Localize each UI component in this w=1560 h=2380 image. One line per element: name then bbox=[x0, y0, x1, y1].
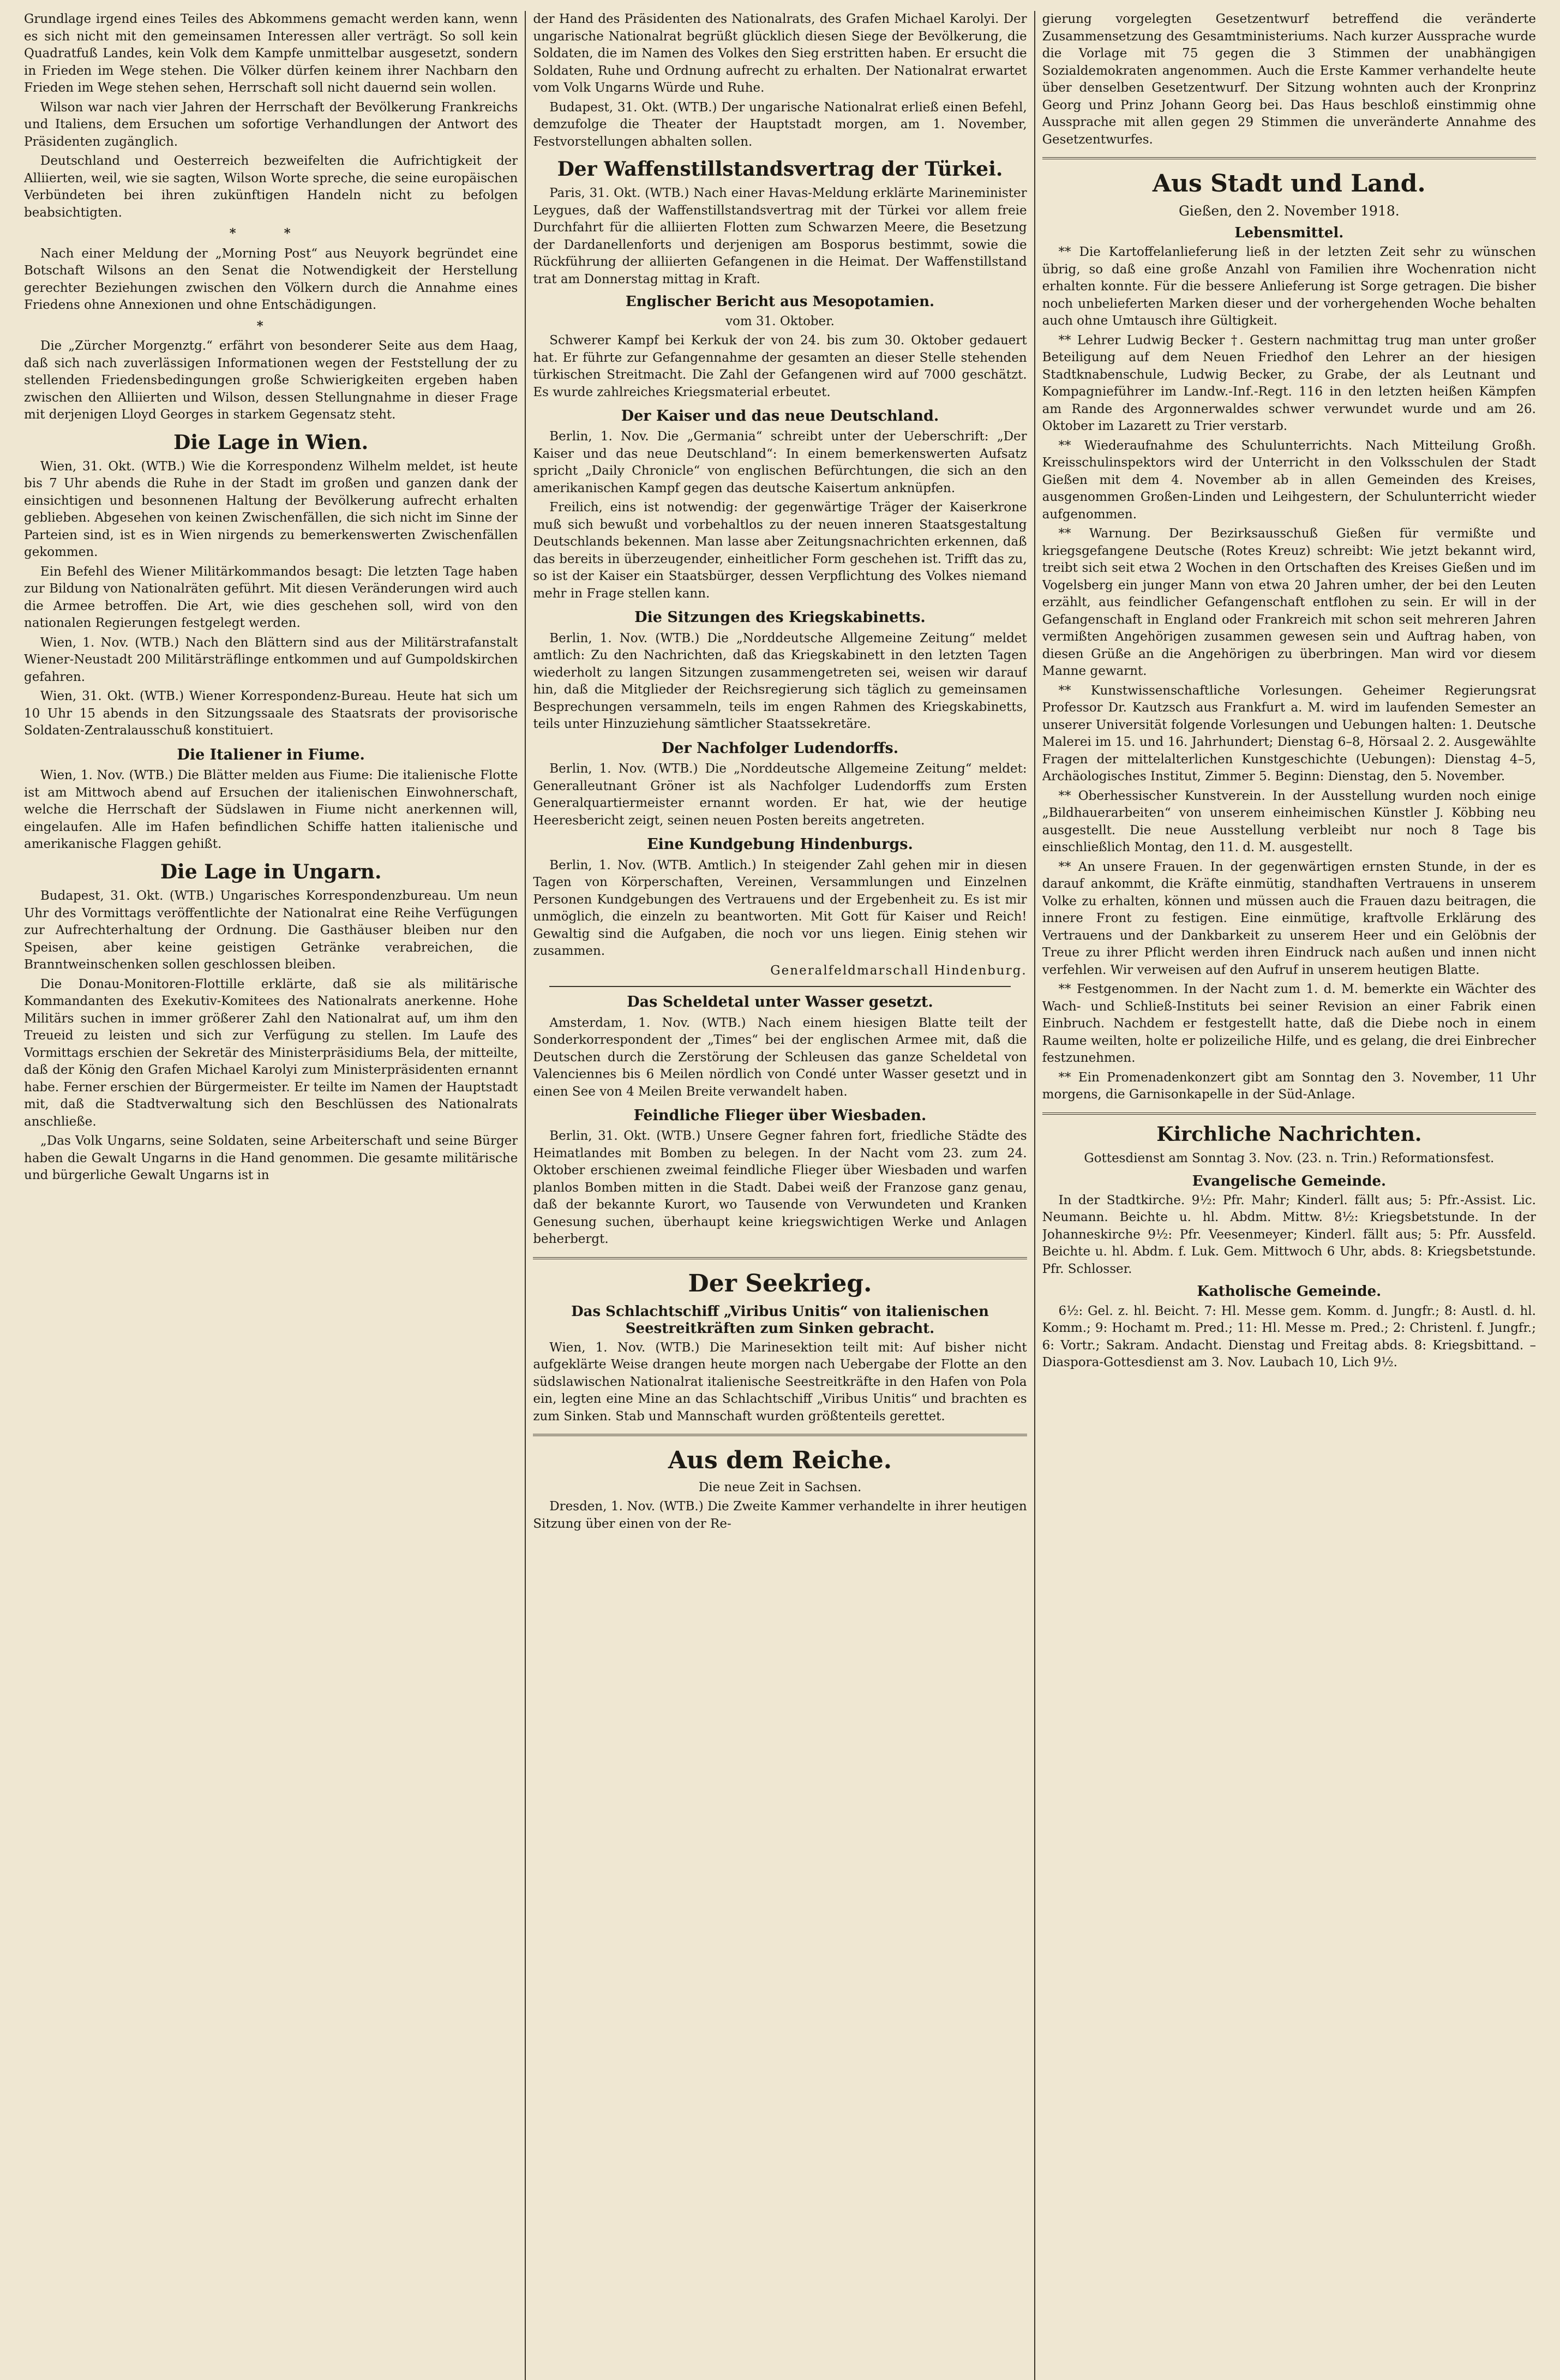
headline-hindenburg: Eine Kundgebung Hindenburgs. bbox=[647, 836, 913, 853]
article-paragraph: gierung vorgelegten Gesetzentwurf betreffend die veränderte Zusammensetzung des Gesamtministeriums. Nach kurzer Aussprache wurde die Vorlage mit 75 gegen die 3 Stimmen der unabhängigen Sozialdemokraten angenommen. Auch die Erste Kammer verhandelte heute über denselben Gesetzentwurf. Der Sitzung wohnten auch der Kronprinz Georg und Prinz Johann Georg bei. Das Haus beschloß einstimmig ohne Aussprache mit allen gegen 29 Stimmen die unveränderte Annahme des Gesetzentwurfes. bbox=[1042, 12, 1536, 147]
article-paragraph: In der Stadtkirche. 9½: Pfr. Mahr; Kinderl. fällt aus; 5: Pfr.-Assist. Lic. Neumann. Beichte u. hl. Abdm. Mittw. 8½: Kriegsbetstunde. In der Johanneskirche 9½: Pfr. Veesenmeyer; Kinderl. fällt aus; 5: Pfr. Aussfeld. Beichte u. hl. Abdm. f. Luk. Gem. Mittwoch 6 Uhr, abds. 8: Kriegsbetstunde. Pfr. Schlosser. bbox=[1042, 1193, 1536, 1276]
divider bbox=[549, 986, 1010, 987]
headline-italiener-fiume: Die Italiener in Fiume. bbox=[177, 746, 365, 763]
article-paragraph: ** Warnung. Der Bezirksausschuß Gießen für vermißte und kriegsgefangene Deutsche (Rotes Kreuz) schreibt: Wie jetzt bekannt wird, treibt sich seit etwa 2 Wochen in den Ortschaften des Kreises Gießen und im Vogelsberg ein junger Mann von etwa 20 Jahren umher, der bei den Leuten erzählt, aus feindlicher Gefangenschaft entflohen zu sein. Er will in der Gefangenschaft in England oder Frankreich mit schon seit mehreren Jahren vermißten Angehörigen zusammen gewesen sein und Auftrag haben, von diesen Grüße an die Angehörigen zu überbringen. Man wird vor diesem Manne gewarnt. bbox=[1042, 527, 1536, 679]
headline-kirchliche-nachrichten: Kirchliche Nachrichten. bbox=[1156, 1122, 1422, 1146]
headline-waffenstillstand-tuerkei: Der Waffenstillstandsvertrag der Türkei. bbox=[557, 158, 1003, 181]
article-paragraph: „Das Volk Ungarns, seine Soldaten, seine Arbeiterschaft und seine Bürger haben die Gewalt Ungarns in die Hand genommen. Die gesamte militärische und bürgerliche Gewalt Ungarns ist in bbox=[24, 1134, 518, 1183]
article-paragraph: Wien, 1. Nov. (WTB.) Die Marinesektion teilt mit: Auf bisher nicht aufgeklärte Weise drangen heute morgen nach Uebergabe der Flotte an den südslawischen Nationalrat italienische Seestreitkräfte in den Hafen von Pola ein, legten eine Mine an das Schlachtschiff „Viribus Unitis“ und brachten es zum Sinken. Stab und Mannschaft wurden größtenteils gerettet. bbox=[533, 1340, 1027, 1424]
divider bbox=[533, 1434, 1027, 1436]
headline-seekrieg: Der Seekrieg. bbox=[688, 1269, 872, 1297]
column-3 bbox=[1042, 11, 1536, 2380]
section-stars: * * bbox=[229, 226, 313, 241]
article-paragraph: Ein Befehl des Wiener Militärkommandos besagt: Die letzten Tage haben zur Bildung von Nationalräten geführt. Mit diesen Veränderungen wird auch die Armee betroffen. Die Art, wie dies geschehen soll, wird von den nationalen Regierungen festgelegt werden. bbox=[24, 564, 518, 631]
column-rule bbox=[1034, 11, 1035, 2380]
article-paragraph: ** Wiederaufnahme des Schulunterrichts. Nach Mitteilung Großh. Kreisschulinspektors wird der Unterricht in den Volksschulen der Stadt Gießen mit dem 4. November ab in allen Gemeinden des Kreises, ausgenommen Großen-Linden und Leihgestern, der Schulunterricht wieder aufgenommen. bbox=[1042, 438, 1536, 522]
headline-ludendorff: Der Nachfolger Ludendorffs. bbox=[661, 739, 899, 757]
headline-lage-ungarn: Die Lage in Ungarn. bbox=[160, 860, 382, 883]
article-paragraph: ** Die Kartoffelanlieferung ließ in der letzten Zeit sehr zu wünschen übrig, so daß eine große Anzahl von Familien ihre Wochenration nicht erhalten konnte. Für die bessere Anlieferung ist Sorge getragen. Die bisher noch unbelieferten Marken dieser und der vorhergehenden Woche behalten auch ohne Umtausch ihre Gültigkeit. bbox=[1042, 245, 1536, 328]
signature-hindenburg: Generalfeldmarschall Hindenburg. bbox=[770, 963, 1027, 978]
article-paragraph: ** An unsere Frauen. In der gegenwärtigen ernsten Stunde, in der es darauf ankommt, die Kräfte einmütig, standhaften Vertrauens in unserem Volke zu erhalten, können und müssen auch die Frauen dazu beitragen, die innere Front zu festigen. Eine einmütige, kraftvolle Erklärung des Vertrauens und der Dankbarkeit zu unserem Heer und ein Gelöbnis der Treue zu ihrer Pflicht werden ihren Eindruck nach außen und innen nicht verfehlen. Wir verweisen auf den Aufruf in unserem heutigen Blatte. bbox=[1042, 859, 1536, 977]
headline-katholische-gemeinde: Katholische Gemeinde. bbox=[1197, 1283, 1382, 1300]
headline-viribus-unitis: Das Schlachtschiff „Viribus Unitis“ von italienischen Seestreitkräften zum Sinken gebracht. bbox=[571, 1303, 989, 1337]
article-paragraph: Wien, 31. Okt. (WTB.) Wie die Korrespondenz Wilhelm meldet, ist heute bis 7 Uhr abends die Ruhe in der Stadt im großen und ganzen dank der einsichtigen und besonnenen Haltung der Bevölkerung aufrecht erhalten geblieben. Abgesehen von keinen Zwischenfällen, die sich nicht im Sinne der Parteien sind, ist es in Wien nirgends zu bemerkenswerten Zwischenfällen gekommen. bbox=[24, 459, 518, 560]
article-paragraph: ** Kunstwissenschaftliche Vorlesungen. Geheimer Regierungsrat Professor Dr. Kautzsch aus Frankfurt a. M. wird im laufenden Semester an unserer Universität folgende Vorlesungen und Uebungen halten: 1. Deutsche Malerei im 15. und 16. Jahrhundert; Dienstag 6–8, Hörsaal 2. 2. Ausgewählte Fragen der mittelalterlichen Kunstgeschichte (Uebungen): Dienstag 4–5, Archäologisches Institut, Zimmer 5. Beginn: Dienstag, den 5. November. bbox=[1042, 683, 1536, 784]
subheadline: vom 31. Oktober. bbox=[725, 314, 835, 328]
article-paragraph: Die „Zürcher Morgenztg.“ erfährt von besonderer Seite aus dem Haag, daß sich nach zuverlässigen Informationen wegen der Feststellung der zu stellenden Friedensbedingungen große Schwierigkeiten ergeben haben zwischen den Alliierten und Wilson, dessen Stellungnahme in dieser Frage mit derjenigen Lloyd Georges in starkem Gegensatz steht. bbox=[24, 339, 518, 422]
subheadline: Die neue Zeit in Sachsen. bbox=[698, 1480, 862, 1494]
headline-evangelische-gemeinde: Evangelische Gemeinde. bbox=[1192, 1173, 1387, 1189]
article-paragraph: Berlin, 1. Nov. (WTB. Amtlich.) In steigender Zahl gehen mir in diesen Tagen von Körperschaften, Vereinen, Versammlungen und Einzelnen Personen Kundgebungen des Vertrauens und der Ergebenheit zu. Es ist mir unmöglich, die einzeln zu beantworten. Mit Gott für Kaiser und Reich! Gewaltig sind die Aufgaben, die noch vor uns liegen. Einig stehen wir zusammen. bbox=[533, 858, 1027, 959]
column-2 bbox=[533, 11, 1027, 2380]
headline-kaiser-deutschland: Der Kaiser und das neue Deutschland. bbox=[621, 408, 939, 425]
article-paragraph: Amsterdam, 1. Nov. (WTB.) Nach einem hiesigen Blatte teilt der Sonderkorrespondent der „Times“ bei der englischen Armee mit, daß die Deutschen durch die Zerstörung der Schleusen das ganze Scheldetal von Valenciennes bis 6 Meilen nördlich von Condé unter Wasser gesetzt und in einen See von 4 Meilen Breite verwandelt haben. bbox=[533, 1015, 1027, 1099]
article-paragraph: Berlin, 31. Okt. (WTB.) Unsere Gegner fahren fort, friedliche Städte des Heimatlandes mit Bomben zu belegen. In der Nacht vom 23. zum 24. Oktober erschienen zweimal feindliche Flieger über Wiesbaden und warfen planlos Bomben mitten in die Stadt. Dabei weiß der Franzose ganz genau, daß der bekannte Kurort, wo Tausende von Verwundeten und Kranken Genesung suchen, überhaupt keine kriegswichtigen Werke und Anlagen beherbergt. bbox=[533, 1129, 1027, 1247]
article-paragraph: Wien, 1. Nov. (WTB.) Die Blätter melden aus Fiume: Die italienische Flotte ist am Mittwoch abend auf Ersuchen der italienischen Einwohnerschaft, welche die Herrschaft der Südslawen in Fiume nicht anerkennen will, eingelaufen. Alle im Hafen befindlichen Schiffe hatten italienische und amerikanische Flaggen gehißt. bbox=[24, 768, 518, 852]
headline-flieger-wiesbaden: Feindliche Flieger über Wiesbaden. bbox=[633, 1107, 927, 1125]
article-paragraph: Budapest, 31. Okt. (WTB.) Ungarisches Korrespondenzbureau. Um neun Uhr des Vormittags veröffentlichte der Nationalrat eine Reihe Verfügungen zur Aufrechterhaltung der Ordnung. Die Gasthäuser bleiben nur den Speisen, aber keine geistigen Getränke verabreichen, die Branntweinschenken sollen geschlossen bleiben. bbox=[24, 889, 518, 972]
headline-scheldetal: Das Scheldetal unter Wasser gesetzt. bbox=[627, 994, 933, 1011]
article-paragraph: ** Lehrer Ludwig Becker †. Gestern nachmittag trug man unter großer Beteiligung auf dem Neuen Friedhof den Lehrer an der hiesigen Stadtknabenschule, Ludwig Becker, zu Grabe, der als Leutnant und Kompagnieführer im Landw.-Inf.-Regt. 116 in den letzten heißen Kämpfen am Rande des Argonnerwaldes schwer verwundet wurde und am 26. Oktober im Lazarett zu Trier verstarb. bbox=[1042, 333, 1536, 434]
article-paragraph: Schwerer Kampf bei Kerkuk der von 24. bis zum 30. Oktober gedauert hat. Er führte zur Gefangennahme der gesamten an dieser Stelle stehenden türkischen Streitmacht. Die Zahl der Gefangenen wird auf 7000 geschätzt. Es wurde zahlreiches Kriegsmaterial erbeutet. bbox=[533, 333, 1027, 399]
headline-mesopotamien: Englischer Bericht aus Mesopotamien. bbox=[625, 294, 935, 310]
dateline: Gießen, den 2. November 1918. bbox=[1178, 202, 1400, 219]
article-paragraph: der Hand des Präsidenten des Nationalrats, des Grafen Michael Karolyi. Der ungarische Nationalrat begrüßt glücklich diesen Siege der Bevölkerung, die Soldaten, die im Namen des Volkes den Sieg erstritten haben. Er ersucht die Soldaten, Ruhe und Ordnung aufrecht zu erhalten. Der Nationalrat erwartet vom Volk Ungarns Würde und Ruhe. bbox=[533, 12, 1027, 95]
article-paragraph: ** Oberhessischer Kunstverein. In der Ausstellung wurden noch einige „Bildhauerarbeiten“ von unserem einheimischen Künstler J. Köbbing neu ausgestellt. Die neue Ausstellung verbleibt nur noch 8 Tage bis einschließlich Montag, den 11. d. M. ausgestellt. bbox=[1042, 788, 1536, 855]
article-paragraph: Grundlage irgend eines Teiles des Abkommens gemacht werden kann, wenn es sich nicht mit den gemeinsamen Interessen aller verträgt. So soll kein Quadratfuß Landes, kein Volk dem Kampfe unmittelbar ausgesetzt, sondern in Frieden im Wege stehen. Die Völker dürfen keinem ihrer Nachbarn den Frieden im Wege stehen sehen, Herrschaft soll nicht dauernd sein wollen. bbox=[24, 12, 518, 95]
headline-aus-stadt-und-land: Aus Stadt und Land. bbox=[1152, 170, 1426, 198]
divider bbox=[1042, 1113, 1536, 1115]
article-paragraph: Wien, 1. Nov. (WTB.) Nach den Blättern sind aus der Militärstrafanstalt Wiener-Neustadt 200 Militärsträflinge entkommen und auf Gumpoldskirchen gefahren. bbox=[24, 635, 518, 684]
article-paragraph: 6½: Gel. z. hl. Beicht. 7: Hl. Messe gem. Komm. d. Jungfr.; 8: Austl. d. hl. Komm.; 9: Hochamt m. Pred.; 11: Hl. Messe m. Pred.; 2: Christenl. f. Jungfr.; 6: Vortr.; Sakram. Andacht. Dienstag und Freitag abds. 8: Kriegsbittand. – Diaspora-Gottesdienst am 3. Nov. Laubach 10, Lich 9½. bbox=[1042, 1303, 1536, 1370]
article-paragraph: Paris, 31. Okt. (WTB.) Nach einer Havas-Meldung erklärte Marineminister Leygues, daß der Waffenstillstandsvertrag mit der Türkei vor allem freie Durchfahrt für die alliierten Flotten zum Schwarzen Meere, die Besetzung der Dardanellenforts und derjenigen am Bosporus bestimmt, sowie die Rückführung der alliierten Gefangenen in die Heimat. Der Waffenstillstand trat am Donnerstag mittag in Kraft. bbox=[533, 186, 1027, 286]
headline-aus-dem-reiche: Aus dem Reiche. bbox=[668, 1446, 892, 1475]
column-1 bbox=[24, 11, 518, 2380]
section-stars: * bbox=[256, 318, 285, 333]
column-rule bbox=[525, 11, 526, 2380]
article-paragraph: Berlin, 1. Nov. (WTB.) Die „Norddeutsche Allgemeine Zeitung“ meldet: Generalleutnant Gröner ist als Nachfolger Ludendorffs zum Ersten Generalquartiermeister ernannt worden. Er hat, wie der heutige Heeresbericht zeigt, seinen neuen Posten bereits angetreten. bbox=[533, 762, 1027, 828]
article-paragraph: Wien, 31. Okt. (WTB.) Wiener Korrespondenz-Bureau. Heute hat sich um 10 Uhr 15 abends in den Sitzungssaale des Staatsrats der provisorische Soldaten-Zentralausschuß konstituiert. bbox=[24, 689, 518, 738]
article-paragraph: ** Festgenommen. In der Nacht zum 1. d. M. bemerkte ein Wächter des Wach- und Schließ-Instituts bei seiner Revision an einer Fabrik einen Einbruch. Nachdem er festgestellt hatte, daß die Diebe noch in einem Raume weilten, holte er polizeiliche Hilfe, und es gelang, die drei Einbrecher festzunehmen. bbox=[1042, 982, 1536, 1066]
article-paragraph: ** Ein Promenadenkonzert gibt am Sonntag den 3. November, 11 Uhr morgens, die Garnisonkapelle in der Süd-Anlage. bbox=[1042, 1070, 1536, 1102]
article-paragraph: Wilson war nach vier Jahren der Herrschaft der Bevölkerung Frankreichs und Italiens, dem Ersuchen um sofortige Verhandlungen der Antwort des Präsidenten zugänglich. bbox=[24, 100, 518, 149]
headline-kriegskabinett: Die Sitzungen des Kriegskabinetts. bbox=[634, 609, 926, 626]
article-paragraph: Nach einer Meldung der „Morning Post“ aus Neuyork begründet eine Botschaft Wilsons an den Senat die Notwendigkeit der Herstellung gerechter Beziehungen zwischen den Völkern durch die Annahme eines Friedens ohne Annexionen und ohne Entschädigungen. bbox=[24, 246, 518, 312]
divider bbox=[533, 1257, 1027, 1259]
article-paragraph: Deutschland und Oesterreich bezweifelten die Aufrichtigkeit der Alliierten, weil, wie sie sagten, Wilson Worte spreche, die seine europäischen Verbündeten bei ihren zukünftigen Handeln nicht zu befolgen beabsichtigten. bbox=[24, 154, 518, 220]
subheadline: Gottesdienst am Sonntag 3. Nov. (23. n. Trin.) Reformationsfest. bbox=[1084, 1151, 1495, 1166]
article-paragraph: Budapest, 31. Okt. (WTB.) Der ungarische Nationalrat erließ einen Befehl, demzufolge die Theater der Hauptstadt morgen, am 1. November, Festvorstellungen abhalten sollen. bbox=[533, 100, 1027, 149]
article-paragraph: Berlin, 1. Nov. Die „Germania“ schreibt unter der Ueberschrift: „Der Kaiser und das neue Deutschland“: In einem bemerkenswerten Aufsatz spricht „Daily Chronicle“ von englischen Befürchtungen, die sich an den amerikanischen Kampf gegen das deutsche Kaisertum anknüpfen. bbox=[533, 429, 1027, 495]
article-paragraph: Berlin, 1. Nov. (WTB.) Die „Norddeutsche Allgemeine Zeitung“ meldet amtlich: Zu den Nachrichten, daß das Kriegskabinett in den letzten Tagen wiederholt zu langen Sitzungen zusammengetreten sei, weisen wir darauf hin, daß die Mitglieder der Reichsregierung sich täglich zu gemeinsamen Besprechungen versammeln, teils im engen Rahmen des Kriegskabinetts, teils unter Hinzuziehung sämtlicher Staatssekretäre. bbox=[533, 631, 1027, 732]
article-paragraph: Die Donau-Monitoren-Flottille erklärte, daß sie als militärische Kommandanten des Exekutiv-Komitees des Nationalrats anerkenne. Hohe Militärs suchen in immer größerer Zahl den Nationalrat auf, um ihm den Treueid zu leisten und sich zur Verfügung zu stellen. Im Laufe des Vormittags erschien der Sekretär des Ministerpräsidiums Bela, der mitteilte, daß der König den Grafen Michael Karolyi zum Ministerpräsidenten ernannt habe. Ferner erschien der Bürgermeister. Er teilte im Namen der Hauptstadt mit, daß die Stadtverwaltung sich den Beschlüssen des Nationalrats anschließe. bbox=[24, 977, 518, 1129]
article-paragraph: Freilich, eins ist notwendig: der gegenwärtige Träger der Kaiserkrone muß sich bewußt und vorbehaltlos zu der neuen inneren Staatsgestaltung Deutschlands bekennen. Man lasse aber Zeitungsnachrichten erkennen, daß das bereits in überzeugender, einheitlicher Form geschehen ist. Trifft das zu, so ist der Kaiser ein Staatsbürger, dessen Verpflichtung des Volkes niemand mehr in Frage stellen kann. bbox=[533, 500, 1027, 601]
headline-lebensmittel: Lebensmittel. bbox=[1234, 225, 1344, 242]
headline-lage-wien: Die Lage in Wien. bbox=[173, 430, 369, 454]
divider bbox=[1042, 157, 1536, 159]
article-paragraph: Dresden, 1. Nov. (WTB.) Die Zweite Kammer verhandelte in ihrer heutigen Sitzung über einen von der Re- bbox=[533, 1499, 1027, 1531]
